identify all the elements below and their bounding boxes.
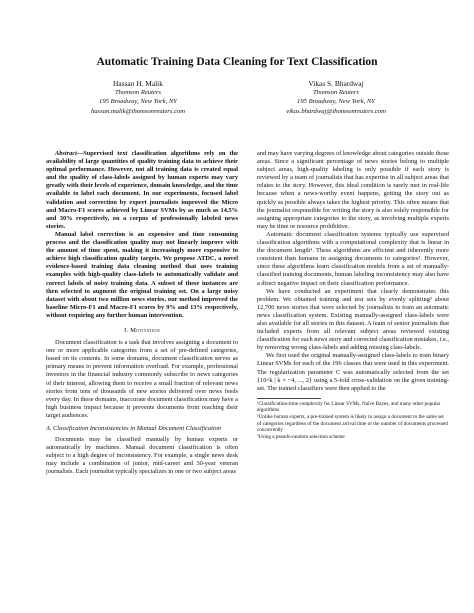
- body-paragraph: Documents may be classified manually by human experts or automatically by machines. Manual document classification is often subject to a high degree of inconsistency. For example, a single news desk may include a combination of junior, mid-career and 30-year veteran journalists. Each journalist typically specializes in one or two subject areas: [46, 436, 238, 476]
- abstract-paragraph: Abstract—Supervised text classification algorithms rely on the availability of large quantities of quality training data to achieve their optimal performance. However, not all training data is created equal and the quality of class-labels assigned by human experts may vary greatly with their levels of experience, domain knowledge, and the time available to label each document. In our experiments, focused label validation and correction by expert journalists improved the Micro and Macro-F1 scores achieved by Linear SVMs by as much as 14.5% and 30% respectively, on a corpus of professionally labeled news stories.: [46, 150, 238, 230]
- body-paragraph: and may have varying degrees of knowledge about categories outside those areas. Since a significant percentage of news stories belong to multiple subject areas, high-quality labeling is only possible if each story is reviewed by a team of journalists that has expertise in all subject areas that relates to the story. However, this ideal condition is rarely met in real-life because when a news-worthy event happens, getting the story out as quickly as possible always takes the highest priority. This often means that the journalist responsible for writing the story is also solely responsible for assigning appropriate categories to the story, as involving multiple experts may be time or resource prohibitive.: [257, 150, 449, 230]
- body-paragraph: Automatic document classification systems typically use supervised classification algorithms with a computational complexity that is linear in the document length¹. These algorithms are efficient and inherently more consistent than humans in assigning documents to categories². However, since these algorithms learn classification models from a set of manually-classified training documents, human labeling inconsistency may also have a direct negative impact on their classification performance.: [257, 230, 449, 287]
- abstract-label: Abstract: [55, 150, 77, 157]
- author-block-2: [236, 79, 436, 116]
- author-address: 195 Broadway, New York, NY: [99, 98, 177, 106]
- body-paragraph: We have conducted an experiment that clearly demonstrates this problem. We obtained training and test sets by evenly splitting³ about 12,700 news stories that were selected by journalists to train an automatic news classification system. Existing manually-assigned class-labels were also available for all stories in this dataset. A team of senior journalists that included experts from all relevant subject areas reviewed existing classification for each news story and corrected classification mistakes, i.e., by removing wrong class-labels and adding missing class-labels.: [257, 287, 449, 352]
- footnote: ¹Classification-time complexity for Linear SVMs, Naïve Bayes, and many other popular algorithms: [257, 400, 441, 414]
- author-email: hassan.malik@thomsonreuters.com: [90, 107, 186, 115]
- body-paragraph: Document classification is a task that involves assigning a document to one or more applicable categories from a set of pre-defined categories, based on its contents. In some domains, document classification serves as primary means to prevent information overload. For example, professional investors in the financial industry commonly subscribe to news categories of their interest, allowing them to receive a small fraction of relevant news stories from tens of thousands of new stories delivered over news feeds every day. In these domains, inaccurate document classification may have a high business impact because it prevents documents from reaching their target audiences.: [46, 339, 238, 419]
- abstract-paragraph-2: Manual label correction is an expensive and time consuming process and the classification quality may not linearly improve with the amount of time spent, making it increasingly more expensive to achieve high classification quality targets. We propose ATDC, a novel evidence-based training data cleaning method that uses training examples with high-quality class-labels to automatically validate and correct labels of noisy training data. A subset of these instances are then selected to augment the original training set. On a large noisy dataset with about two million news stories, our method improved the baseline Micro-F1 and Macro-F1 scores by 9% and 13% respectively, without requiring any further human intervention.: [46, 230, 238, 319]
- subsection-heading: A. Classification Inconsistencies in Manual Document Classification: [46, 425, 221, 432]
- body-paragraph: We first used the original manually-assigned class-labels to train binary Linear SVMs for each of the 196 classes that were used in this experiment. The regularization parameter C was automatically selected from the set {10^k | k = −4, ..., 2} using a 5-fold cross-validation on the given training-set. The trained classifiers were then applied to the: [257, 352, 449, 392]
- section-heading: I. Motivation: [124, 326, 160, 334]
- left-column: [46, 150, 238, 477]
- author-name: Hassan H. Malik: [113, 79, 163, 88]
- paper-title: Automatic Training Data Cleaning for Text Classification: [96, 56, 378, 68]
- author-affiliation: Thomson Reuters: [115, 89, 161, 97]
- footnote: ²Unlike human experts, a pre-trained system is likely to assign a document to the same set of categories regardless of the document arrival time or the number of documents processed concurrently: [257, 414, 448, 434]
- author-email: vikas.bhardwaj@thomsonreuters.com: [286, 107, 386, 115]
- right-column: [257, 150, 449, 440]
- author-name: Vikas S. Bhardwaj: [308, 79, 364, 88]
- abstract-text: Supervised text classification algorithms rely on the availability of large quantities of quality training data to achieve their optimal performance. However, not all training data is created equal and the quality of class-labels assigned by human experts may vary greatly with their levels of experience, domain knowledge, and the time available to label each document. In our experiments, focused label validation and correction by expert journalists improved the Micro and Macro-F1 scores achieved by Linear SVMs by as much as 14.5% and 30% respectively, on a corpus of professionally labeled news stories.: [46, 150, 238, 230]
- author-block-1: [38, 79, 238, 116]
- footnote: ³Using a pseudo-random selection scheme: [257, 433, 345, 440]
- author-address: 195 Broadway, New York, NY: [297, 98, 375, 106]
- author-affiliation: Thomson Reuters: [313, 89, 359, 97]
